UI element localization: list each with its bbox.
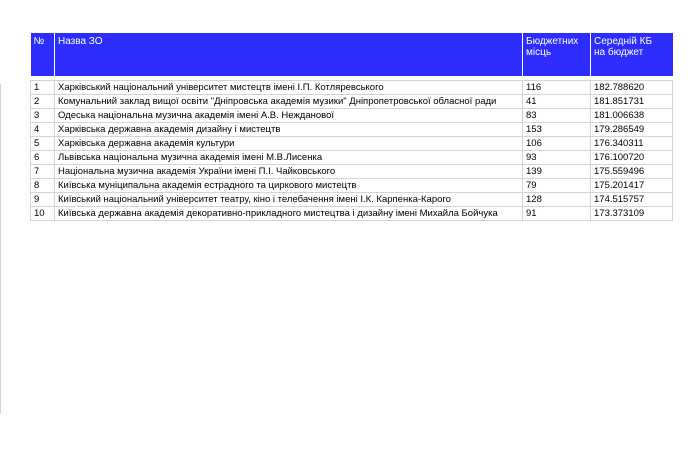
left-divider [0,84,1,414]
header-score-line2: на бюджет [594,47,644,58]
header-seats [523,33,591,76]
row-score: 175.201417 [591,179,673,193]
row-seats: 153 [523,123,591,137]
row-seats: 106 [523,137,591,151]
row-name: Національна музична академія України імені П.І. Чайковського [55,165,523,179]
table-row [31,123,673,137]
row-score: 181.851731 [591,95,673,109]
ranking-table [30,33,673,221]
header-num: № [31,33,55,76]
row-score: 175.559496 [591,165,673,179]
row-name: Харківський національний університет мистецтв імені І.П. Котляревського [55,81,523,95]
row-score: 176.340311 [591,137,673,151]
row-name: Львівська національна музична академія імені М.В.Лисенка [55,151,523,165]
table-row [31,81,673,95]
header-name: Назва ЗО [55,33,523,76]
row-score: 182.788620 [591,81,673,95]
row-num: 7 [31,165,55,179]
row-name: Харківська державна академія дизайну і мистецтв [55,123,523,137]
row-num: 6 [31,151,55,165]
row-score: 174.515757 [591,193,673,207]
table-row [31,179,673,193]
row-seats: 128 [523,193,591,207]
header-score-line1: Середній КБ [594,36,653,47]
row-name: Одеська національна музична академія імені А.В. Нежданової [55,109,523,123]
table-row [31,109,673,123]
row-seats: 93 [523,151,591,165]
row-score: 179.286549 [591,123,673,137]
row-seats: 116 [523,81,591,95]
row-num: 8 [31,179,55,193]
row-num: 4 [31,123,55,137]
table-row [31,137,673,151]
row-num: 1 [31,81,55,95]
row-name: Київська державна академія декоративно-прикладного мистецтва і дизайну імені Михайла Бойчука [55,207,523,221]
row-num: 5 [31,137,55,151]
header-seats-line1: Бюджетних [526,36,579,47]
row-seats: 83 [523,109,591,123]
row-seats: 139 [523,165,591,179]
header-score [591,33,673,76]
table-row [31,151,673,165]
header-seats-line2: місць [526,47,552,58]
row-name: Харківська державна академія культури [55,137,523,151]
table-row [31,207,673,221]
row-num: 9 [31,193,55,207]
table-row [31,95,673,109]
row-name: Київська муніципальна академія естрадного та циркового мистецтв [55,179,523,193]
row-seats: 91 [523,207,591,221]
row-name: Комунальний заклад вищої освіти "Дніпровська академія музики" Дніпропетровської обласної ради [55,95,523,109]
row-score: 176.100720 [591,151,673,165]
row-score: 181.006638 [591,109,673,123]
table-row [31,193,673,207]
row-num: 3 [31,109,55,123]
table-header [31,33,673,76]
row-seats: 41 [523,95,591,109]
row-num: 2 [31,95,55,109]
row-seats: 79 [523,179,591,193]
row-num: 10 [31,207,55,221]
row-name: Київський національний університет театру, кіно і телебачення імені І.К. Карпенка-Карого [55,193,523,207]
table-row [31,165,673,179]
row-score: 173.373109 [591,207,673,221]
